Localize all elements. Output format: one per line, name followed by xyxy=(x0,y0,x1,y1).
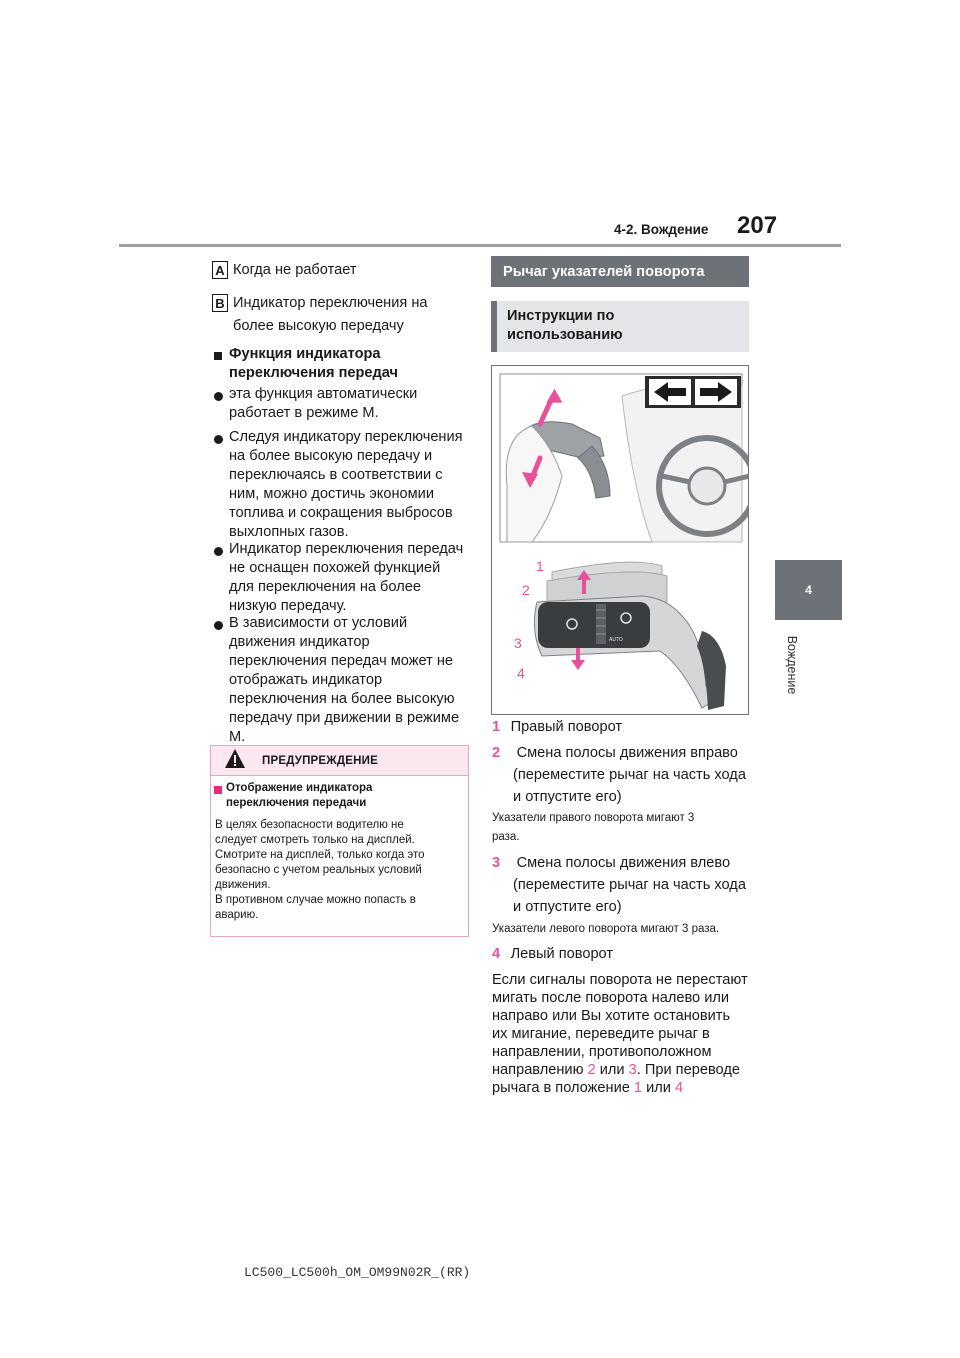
bullet-2 xyxy=(229,428,463,542)
function-heading-line2: переключения передач xyxy=(229,365,399,381)
warning-subtitle xyxy=(226,781,372,811)
note-left: Указатели левого поворота мигают 3 раза. xyxy=(492,923,720,935)
warning-text-line: движения. xyxy=(215,879,271,891)
bullet-dot xyxy=(214,621,223,630)
page-number: 207 xyxy=(737,212,778,239)
para-text: или xyxy=(595,1062,629,1078)
turn-signal-figure xyxy=(491,365,749,715)
item-b-text-line1: Индикатор переключения на xyxy=(233,295,428,311)
warning-subtitle-line: Отображение индикатора xyxy=(226,782,373,794)
chapter-tab xyxy=(775,560,842,620)
item-b-text-line2: более высокую передачу xyxy=(233,318,404,334)
callout-2: 2 xyxy=(522,582,530,598)
list-number: 3 xyxy=(492,855,501,871)
paragraph-line: Если сигналы поворота не перестают xyxy=(492,972,748,988)
note-line: раза. xyxy=(492,831,520,843)
badge-b: B xyxy=(212,294,228,312)
list-text: Левый поворот xyxy=(510,946,614,962)
bullet-2-line: ним, можно достичь экономии xyxy=(229,486,434,502)
bullet-3 xyxy=(229,540,463,616)
heading-square-bullet xyxy=(214,352,222,360)
subsection-title-line: использованию xyxy=(507,327,623,343)
bullet-1-line: работает в режиме M. xyxy=(229,405,379,421)
footer-code: LC500_LC500h_OM_OM99N02R_(RR) xyxy=(244,1265,471,1280)
turn-signal-illustration xyxy=(492,366,749,715)
chapter-label-text: Вождение xyxy=(785,635,799,695)
item-a-text: Когда не работает xyxy=(233,262,357,278)
paragraph-line-mixed xyxy=(492,1079,748,1097)
paragraph-line: направо или Вы хотите остановить xyxy=(492,1008,731,1024)
lever-auto-label: AUTO xyxy=(609,637,623,643)
list-text: Смена полосы движения влево xyxy=(516,855,731,871)
para-text: направлению xyxy=(492,1062,588,1078)
para-text: рычага в положение xyxy=(492,1080,634,1096)
warning-header xyxy=(211,746,468,776)
list-text-cont: и отпустите его) xyxy=(513,789,622,805)
list-text: Правый поворот xyxy=(510,719,623,735)
badge-a: A xyxy=(212,261,228,279)
warning-text-line: аварию. xyxy=(215,909,259,921)
subsection-title-line: Инструкции по xyxy=(507,308,615,324)
bullet-2-line: выхлопных газов. xyxy=(229,524,349,540)
para-num: 1 xyxy=(633,1080,643,1096)
list-text: Смена полосы движения вправо xyxy=(516,745,738,761)
list-item-3 xyxy=(492,853,730,874)
list-number: 1 xyxy=(492,719,501,735)
paragraph-line: направлении, противоположном xyxy=(492,1044,712,1060)
warning-subtitle-line: переключения передачи xyxy=(226,797,367,809)
bullet-dot xyxy=(214,392,223,401)
warning-text-line: В целях безопасности водителю не xyxy=(215,819,404,831)
paragraph-line: мигать после поворота налево или xyxy=(492,990,730,1006)
subsection-banner xyxy=(491,301,749,352)
para-num: 2 xyxy=(587,1062,596,1078)
bullet-3-line: не оснащен похожей функцией xyxy=(229,560,441,576)
warning-text-line: безопасно с учетом реальных условий xyxy=(215,864,422,876)
bullet-2-line: Следуя индикатору переключения xyxy=(229,429,463,445)
bullet-1 xyxy=(229,385,417,423)
bullet-4-line: переключения передач может не xyxy=(229,653,454,669)
chapter-label xyxy=(782,630,802,700)
arrow-down-3-icon xyxy=(571,660,585,670)
bullet-4-line: В зависимости от условий xyxy=(229,615,408,631)
paragraph-line: их мигание, переведите рычаг в xyxy=(492,1026,710,1042)
para-num: 3 xyxy=(628,1062,637,1078)
section-banner: Рычаг указателей поворота xyxy=(491,256,749,287)
list-text-cont: и отпустите его) xyxy=(513,899,622,915)
bullet-4-line: движения индикатор xyxy=(229,634,370,650)
warning-text-line: В противном случае можно попасть в xyxy=(215,894,416,906)
bullet-4-line: M. xyxy=(229,729,246,745)
subsection-title xyxy=(507,307,623,345)
warning-text-line: Смотрите на дисплей, только когда это xyxy=(215,849,425,861)
warning-text xyxy=(215,818,425,923)
list-number: 4 xyxy=(492,946,501,962)
lever-head xyxy=(538,602,650,648)
bullet-3-line: для переключения на более xyxy=(229,579,421,595)
header-rule xyxy=(119,244,841,247)
list-item-4 xyxy=(492,944,613,965)
paragraph-line-mixed xyxy=(492,1061,748,1079)
bullet-1-line: эта функция автоматически xyxy=(229,386,418,402)
callout-4: 4 xyxy=(517,665,525,681)
callout-3: 3 xyxy=(514,635,522,651)
bullet-3-line: низкую передачу. xyxy=(229,598,347,614)
list-item-1 xyxy=(492,717,622,738)
callout-1: 1 xyxy=(536,558,544,574)
function-heading-line1: Функция индикатора xyxy=(229,346,381,362)
bullet-2-line: переключаясь в соответствии с xyxy=(229,467,443,483)
section-title: 4-2. Вождение xyxy=(614,222,709,237)
note-line: Указатели правого поворота мигают 3 xyxy=(492,812,695,824)
para-text: . При переводе xyxy=(636,1062,740,1078)
warning-square-bullet xyxy=(214,786,222,794)
chapter-number: 4 xyxy=(805,583,812,597)
list-text-cont: (переместите рычаг на часть хода xyxy=(513,767,746,783)
bullet-4-line: переключения на более высокую xyxy=(229,691,455,707)
warning-title: ПРЕДУПРЕЖДЕНИЕ xyxy=(262,755,378,767)
closing-paragraph xyxy=(492,971,748,1097)
warning-triangle-icon xyxy=(224,748,246,770)
steering-wheel-hub xyxy=(689,468,725,504)
list-text-cont: (переместите рычаг на часть хода xyxy=(513,877,746,893)
para-num: 4 xyxy=(674,1080,684,1096)
list-item-2 xyxy=(492,743,738,764)
bullet-dot xyxy=(214,547,223,556)
bullet-2-line: топлива и сокращения выбросов xyxy=(229,505,453,521)
bullet-2-line: на более высокую передачу и xyxy=(229,448,433,464)
bullet-dot xyxy=(214,435,223,444)
list-number: 2 xyxy=(492,745,501,761)
bullet-4-line: отображать индикатор xyxy=(229,672,383,688)
bullet-4-line: передачу при движении в режиме xyxy=(229,710,460,726)
bullet-3-line: Индикатор переключения передач xyxy=(229,541,464,557)
warning-text-line: следует смотреть только на дисплей. xyxy=(215,834,415,846)
bullet-4 xyxy=(229,614,459,747)
para-text: или xyxy=(642,1080,675,1096)
note-right xyxy=(492,811,694,845)
